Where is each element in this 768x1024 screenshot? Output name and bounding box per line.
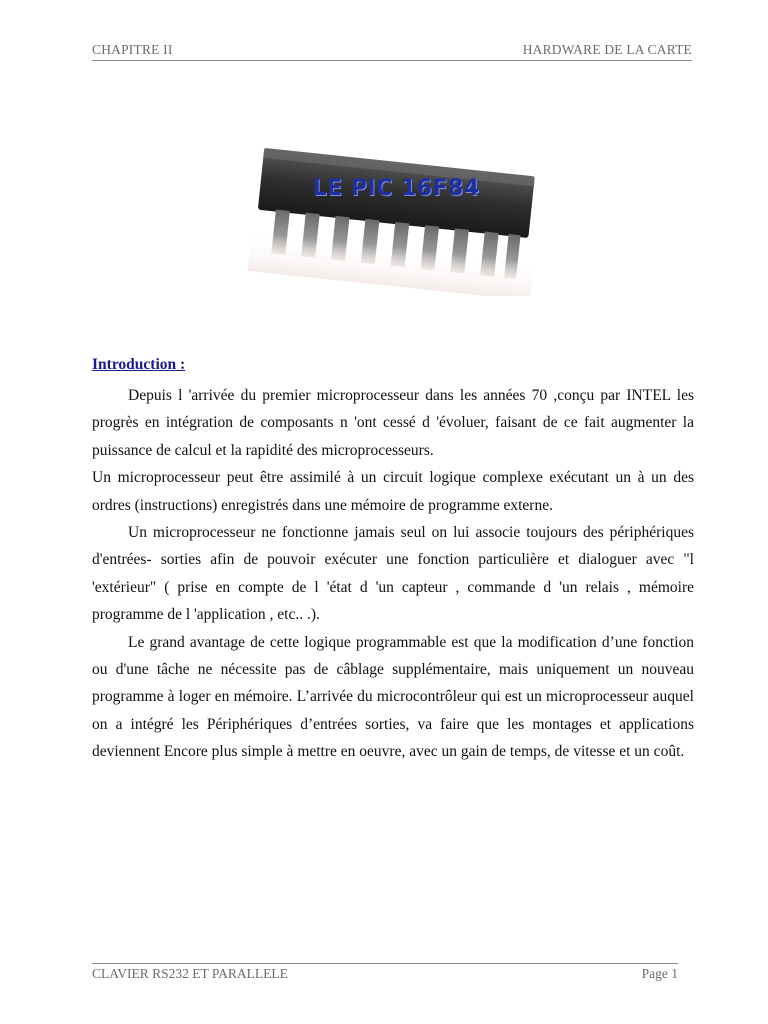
dip-chip-icon <box>246 136 546 296</box>
footer-document-title: CLAVIER RS232 ET PARALLELE <box>92 966 288 981</box>
document-title: LE PIC 16F84 <box>312 176 480 201</box>
paragraph: Depuis l 'arrivée du premier microprocesseur dans les années 70 ,conçu par INTEL les progrès en intégration de composants n 'ont cessé d 'évoluer, faisant de ce fait augmenter la puissance de calcul et la rapidité des microprocesseurs. <box>92 387 694 459</box>
body-text <box>92 382 694 766</box>
header-chapter: CHAPITRE II <box>92 42 173 57</box>
section-heading: Introduction : <box>92 356 186 373</box>
page-header <box>92 42 692 61</box>
paragraph: Un microprocesseur peut être assimilé à un circuit logique complexe exécutant un à un des ordres (instructions) enregistrés dans une mémoire de programme externe. <box>92 469 694 514</box>
paragraph: Un microprocesseur ne fonctionne jamais seul on lui associe toujours des périphériques d'entrées- sorties afin de pouvoir exécuter une fonction particulière et dialoguer avec "l 'extérieur" ( prise en compte de l 'état d 'un capteur , commande d 'un relais , mémoire programme de l 'application , etc.. .). <box>92 524 694 624</box>
paragraph: Le grand avantage de cette logique programmable est que la modification d’une fonction ou d'une tâche ne nécessite pas de câblage supplémentaire, mais uniquement un nouveau programme à loger en mémoire. L’arrivée du microcontrôleur qui est un microprocesseur auquel on a intégré les Périphériques d’entrées sorties, va faire que les montages et applications deviennent Encore plus simple à mettre en oeuvre, avec un gain de temps, de vitesse et un coût. <box>92 633 694 761</box>
chip-illustration <box>246 136 546 296</box>
page-footer <box>92 963 678 984</box>
header-section-title: HARDWARE DE LA CARTE <box>522 42 692 57</box>
page-number: Page 1 <box>641 966 678 981</box>
